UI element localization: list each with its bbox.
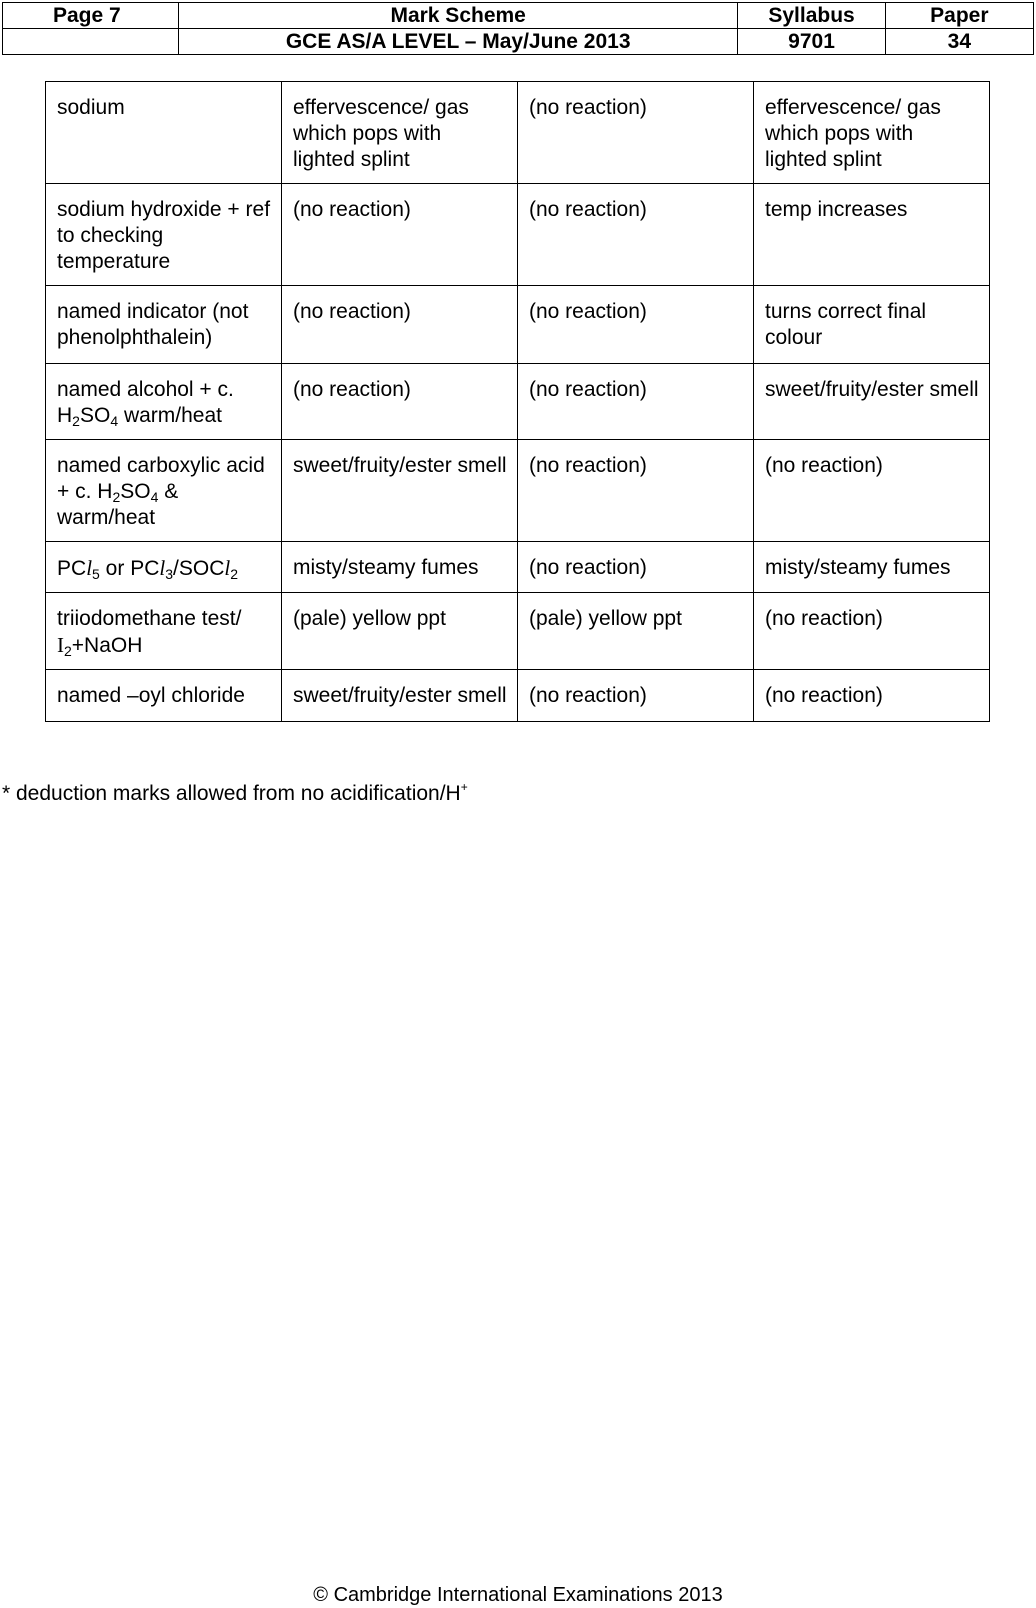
result-cell: (pale) yellow ppt bbox=[518, 593, 754, 670]
reagent-cell: named –oyl chloride bbox=[46, 670, 282, 722]
result-cell: turns correct final colour bbox=[754, 286, 990, 364]
reagent-cell: triiodomethane test/ $I_2+NaOH$ bbox=[46, 593, 282, 670]
result-cell: effervescence/ gas which pops with lighted splint bbox=[282, 82, 518, 184]
reagent-cell: named carboxylic acid + c. $H_2SO_4$ & warm/heat bbox=[46, 440, 282, 542]
doc-type: Mark Scheme bbox=[178, 3, 737, 29]
copyright-footer: © Cambridge International Examinations 2013 bbox=[313, 1584, 723, 1606]
result-cell: (pale) yellow ppt bbox=[282, 593, 518, 670]
table-row bbox=[46, 542, 990, 593]
result-cell: sweet/fruity/ester smell bbox=[282, 670, 518, 722]
result-cell: sweet/fruity/ester smell bbox=[754, 364, 990, 440]
header-table bbox=[2, 2, 1034, 55]
result-cell: temp increases bbox=[754, 184, 990, 286]
result-cell: (no reaction) bbox=[754, 593, 990, 670]
table-row bbox=[46, 670, 990, 722]
result-cell: (no reaction) bbox=[754, 670, 990, 722]
header-row-1 bbox=[3, 3, 1034, 29]
result-cell: effervescence/ gas which pops with lighted splint bbox=[754, 82, 990, 184]
table-row bbox=[46, 82, 990, 184]
table-row bbox=[46, 364, 990, 440]
header-blank-cell bbox=[3, 29, 179, 55]
result-cell: (no reaction) bbox=[518, 670, 754, 722]
result-cell: (no reaction) bbox=[518, 542, 754, 593]
paper-number: 34 bbox=[885, 29, 1033, 55]
reagent-cell: sodium hydroxide + ref to checking temperature bbox=[46, 184, 282, 286]
paper-label: Paper bbox=[885, 3, 1033, 29]
result-cell: (no reaction) bbox=[518, 440, 754, 542]
reagent-text: & bbox=[164, 480, 179, 503]
reagent-cell: named alcohol + c. $H_2SO_4$ warm/heat bbox=[46, 364, 282, 440]
table-row bbox=[46, 286, 990, 364]
header-row-2 bbox=[3, 29, 1034, 55]
result-cell: sweet/fruity/ester smell bbox=[282, 440, 518, 542]
reagent-cell: named indicator (not phenolphthalein) bbox=[46, 286, 282, 364]
syllabus-label: Syllabus bbox=[738, 3, 885, 29]
page-number: Page 7 bbox=[3, 3, 179, 29]
reagent-text: named alcohol + c. bbox=[57, 378, 234, 401]
result-cell: (no reaction) bbox=[518, 184, 754, 286]
table-row bbox=[46, 184, 990, 286]
results-table bbox=[45, 81, 990, 722]
reagent-text: +NaOH bbox=[71, 634, 143, 657]
reagent-text: or bbox=[105, 557, 125, 580]
reagent-text: triiodomethane test/ bbox=[57, 607, 242, 630]
exam-title: GCE AS/A LEVEL – May/June 2013 bbox=[178, 29, 737, 55]
result-cell: misty/steamy fumes bbox=[754, 542, 990, 593]
syllabus-code: 9701 bbox=[738, 29, 885, 55]
footnote: * deduction marks allowed from no acidification/H+ bbox=[2, 780, 468, 805]
result-cell: (no reaction) bbox=[282, 286, 518, 364]
reagent-text: named carboxylic acid + c. bbox=[57, 454, 265, 503]
reagent-text: warm/heat bbox=[57, 506, 156, 529]
result-cell: misty/steamy fumes bbox=[282, 542, 518, 593]
result-cell: (no reaction) bbox=[518, 364, 754, 440]
result-cell: (no reaction) bbox=[518, 82, 754, 184]
result-cell: (no reaction) bbox=[282, 184, 518, 286]
reagent-cell: sodium bbox=[46, 82, 282, 184]
result-cell: (no reaction) bbox=[754, 440, 990, 542]
reagent-text: warm/heat bbox=[123, 404, 222, 427]
table-row bbox=[46, 440, 990, 542]
reagent-cell: PCl$_5$ or PCl$_3$/SOCl$_2$ bbox=[46, 542, 282, 593]
footnote-text: * deduction marks allowed from no acidification/H bbox=[2, 782, 461, 805]
table-row bbox=[46, 593, 990, 670]
result-cell: (no reaction) bbox=[518, 286, 754, 364]
result-cell: (no reaction) bbox=[282, 364, 518, 440]
